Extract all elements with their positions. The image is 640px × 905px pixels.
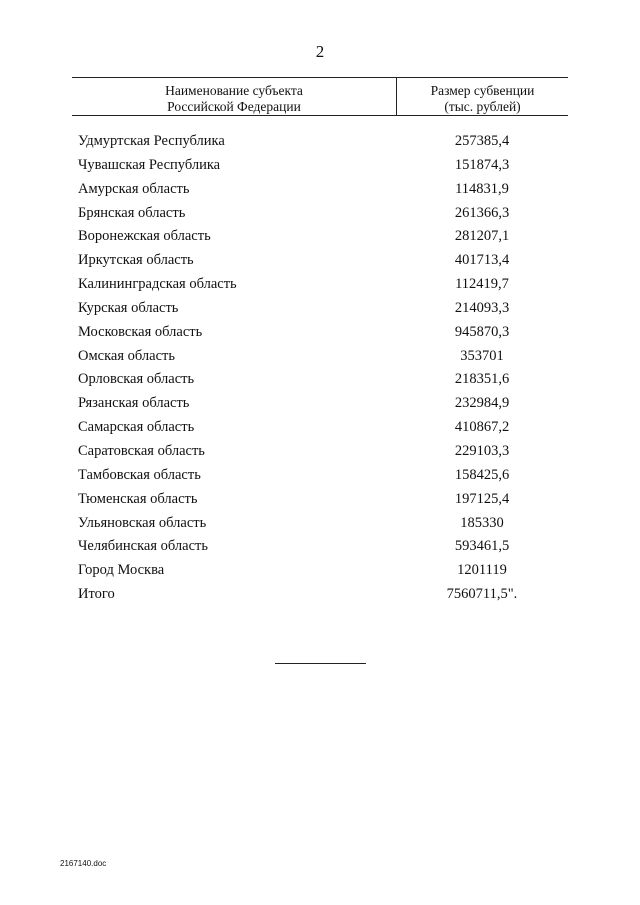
subvention-amount: 281207,1 — [454, 228, 510, 245]
subject-name: Ульяновская область — [78, 514, 207, 531]
subject-name: Брянская область — [78, 204, 186, 221]
table-row — [72, 202, 568, 226]
subject-name: Омская область — [78, 347, 175, 364]
subject-name: Саратовская область — [78, 442, 205, 459]
subvention-amount: 593461,5 — [454, 538, 510, 555]
table-row — [72, 321, 568, 345]
subject-name: Город Москва — [78, 562, 165, 579]
end-of-document-line — [275, 663, 366, 664]
subject-name: Воронежская область — [78, 228, 211, 245]
subject-name: Самарская область — [78, 419, 195, 436]
table-row — [72, 464, 568, 488]
subvention-amount: 218351,6 — [454, 371, 510, 388]
subject-name: Челябинская область — [78, 538, 208, 555]
subject-name: Калининградская область — [78, 276, 237, 293]
subvention-amount: 185330 — [460, 514, 504, 531]
subvention-amount: 261366,3 — [454, 204, 510, 221]
header-subject-line2: Российской Федерации — [167, 99, 301, 114]
table-row — [72, 368, 568, 392]
table-row — [72, 488, 568, 512]
subvention-amount: 232984,9 — [454, 395, 510, 412]
document-id: 2167140.doc — [60, 859, 107, 868]
table-row — [72, 297, 568, 321]
subvention-amount: 353701 — [460, 347, 504, 364]
subject-name: Удмуртская Республика — [78, 133, 225, 149]
header-row — [72, 78, 568, 115]
subvention-amount: 112419,7 — [455, 276, 509, 293]
header-amount-line1: Размер субвенции — [430, 83, 535, 98]
subvention-amount: 158425,6 — [454, 466, 510, 483]
subject-name: Иркутская область — [78, 252, 194, 269]
subvention-amount: 229103,3 — [454, 442, 510, 459]
subvention-amount: 1201119 — [457, 562, 507, 579]
subject-name: Орловская область — [78, 371, 195, 388]
subject-name: Тамбовская область — [78, 466, 201, 483]
table-row — [72, 512, 568, 536]
table-row — [72, 440, 568, 464]
subvention-amount: 7560711,5". — [446, 586, 518, 603]
table-row — [72, 345, 568, 369]
header-amount-column — [397, 83, 568, 115]
table-header — [72, 77, 568, 116]
table-row — [72, 225, 568, 249]
subject-name: Чувашская Республика — [78, 156, 221, 173]
subvention-amount: 151874,3 — [454, 156, 510, 173]
page-number: 2 — [315, 42, 325, 61]
subvention-amount: 214093,3 — [454, 299, 510, 316]
subvention-amount: 114831,9 — [455, 180, 509, 197]
subject-name: Рязанская область — [78, 395, 190, 412]
table-row — [72, 130, 568, 154]
subvention-amount: 401713,4 — [454, 252, 510, 269]
subject-name: Амурская область — [78, 180, 190, 197]
subject-name: Московская область — [78, 323, 203, 340]
header-subject-column — [72, 83, 396, 115]
header-amount-line2: (тыс. рублей) — [444, 99, 521, 114]
table-row — [72, 392, 568, 416]
subject-name: Курская область — [78, 299, 179, 316]
subvention-amount: 197125,4 — [454, 490, 510, 507]
table-row — [72, 249, 568, 273]
header-subject-line1: Наименование субъекта — [165, 83, 303, 98]
table-row — [72, 178, 568, 202]
table-body — [72, 130, 568, 607]
subvention-amount: 257385,4 — [454, 133, 510, 149]
subvention-amount: 945870,3 — [454, 323, 510, 340]
subvention-amount: 410867,2 — [454, 419, 510, 436]
table-row — [72, 154, 568, 178]
table-header-bottom-rule — [72, 115, 568, 116]
subject-name: Итого — [78, 586, 115, 603]
table-row — [72, 416, 568, 440]
table-row — [72, 583, 568, 607]
table-row — [72, 559, 568, 583]
table-row — [72, 273, 568, 297]
table-row — [72, 535, 568, 559]
subject-name: Тюменская область — [78, 490, 198, 507]
